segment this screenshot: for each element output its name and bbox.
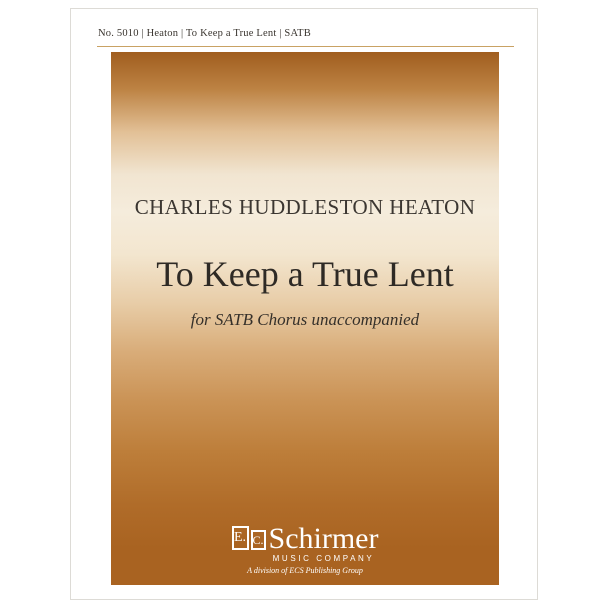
publisher-name: Schirmer (268, 522, 379, 555)
logo-initial-e: E. (232, 526, 249, 550)
cover-gradient-panel (111, 52, 499, 585)
work-title: To Keep a True Lent (156, 254, 454, 294)
publisher-division: A division of ECS Publishing Group (247, 566, 363, 575)
sheet-music-cover (70, 8, 538, 600)
logo-initial-c: C. (251, 530, 266, 550)
composer-name: CHARLES HUDDLESTON HEATON (134, 195, 476, 219)
publisher-tagline: MUSIC COMPANY (272, 554, 375, 563)
catalog-header: No. 5010 | Heaton | To Keep a True Lent | SATB (98, 28, 311, 39)
publisher-name-column (268, 522, 379, 563)
publisher-logo (111, 522, 499, 575)
header-divider-line (97, 46, 514, 47)
scoring-subtitle: for SATB Chorus unaccompanied (190, 310, 420, 329)
publisher-logo-row (111, 522, 499, 563)
